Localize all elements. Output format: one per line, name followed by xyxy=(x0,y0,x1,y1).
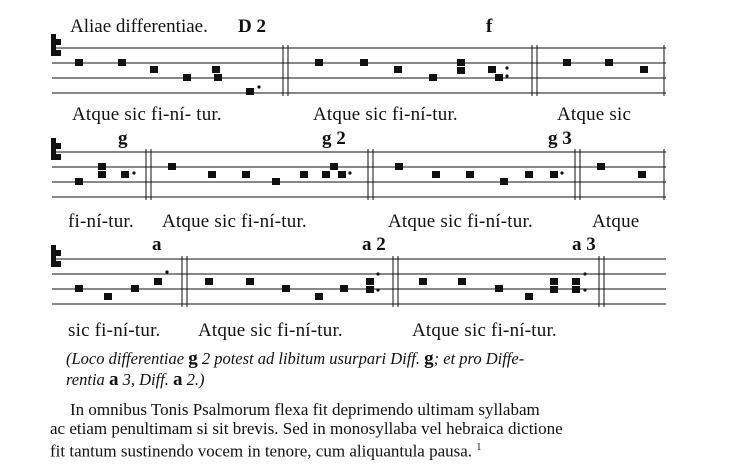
rubric-text: ; et pro Diffe- xyxy=(433,349,525,368)
differentia-label-g2: g 2 xyxy=(322,128,346,149)
differentia-label-a: a xyxy=(152,234,162,255)
neumes-row-1 xyxy=(75,59,648,95)
rubric-text: 2 potest ad libitum usurpari Diff. xyxy=(201,349,421,368)
lyric-row1-1: Atque sic fi-ní- tur. xyxy=(72,104,222,125)
lyric-row3-2: Atque sic fi-ní-tur. xyxy=(198,320,343,341)
footnote-mark: 1 xyxy=(476,442,482,453)
lyric-row3-3: Atque sic fi-ní-tur. xyxy=(412,320,557,341)
c-clef-icon xyxy=(51,138,61,160)
body-line-3-text: fit tantum sustinendo vocem in tenore, cum aliquantula pausa. xyxy=(50,441,473,461)
differentia-label-a2: a 2 xyxy=(362,234,386,255)
differentia-label-g: g xyxy=(118,128,128,149)
differentia-label-f: f xyxy=(486,16,493,37)
staff-row-1 xyxy=(52,45,666,96)
rubric-letter: g xyxy=(188,348,198,369)
lyric-row1-3: Atque sic xyxy=(557,104,632,125)
rubric-text: 2.) xyxy=(186,370,205,389)
body-line-1: In omnibus Tonis Psalmorum flexa fit deprimendo ultimam syllabam xyxy=(70,400,540,419)
rubric-letter: g xyxy=(424,348,434,369)
rubric-text: 3, Diff. xyxy=(122,370,169,389)
body-line-3 xyxy=(50,438,481,461)
rubric-letter: a xyxy=(172,369,183,390)
differentia-label-a3: a 3 xyxy=(572,234,596,255)
rubric-text: rentia xyxy=(66,370,105,389)
c-clef-icon xyxy=(51,245,61,267)
lyric-row2-3: Atque sic fi-ní-tur. xyxy=(388,211,533,232)
lyric-row2-1: fi-ní-tur. xyxy=(68,211,134,232)
body-line-2: ac etiam penultimam si sit brevis. Sed in monosyllaba vel hebraica dictione xyxy=(50,419,563,438)
neumes-row-3 xyxy=(75,270,587,300)
staff-row-2 xyxy=(52,149,666,200)
lyric-row3-1: sic fi-ní-tur. xyxy=(68,320,161,341)
differentia-label-g3: g 3 xyxy=(548,128,572,149)
rubric-note-line-1 xyxy=(66,348,524,370)
lyric-row1-2: Atque sic fi-ní-tur. xyxy=(313,104,458,125)
differentia-label-d2: D 2 xyxy=(238,16,266,37)
rubric-text: (Loco differentiae xyxy=(66,349,185,368)
lyric-row2-4: Atque xyxy=(592,211,640,232)
c-clef-icon xyxy=(51,34,61,56)
rubric-letter: a xyxy=(108,369,119,390)
lyric-row2-2: Atque sic fi-ní-tur. xyxy=(162,211,307,232)
rubric-note-line-2 xyxy=(66,369,204,391)
section-heading: Aliae differentiae. xyxy=(70,16,208,37)
